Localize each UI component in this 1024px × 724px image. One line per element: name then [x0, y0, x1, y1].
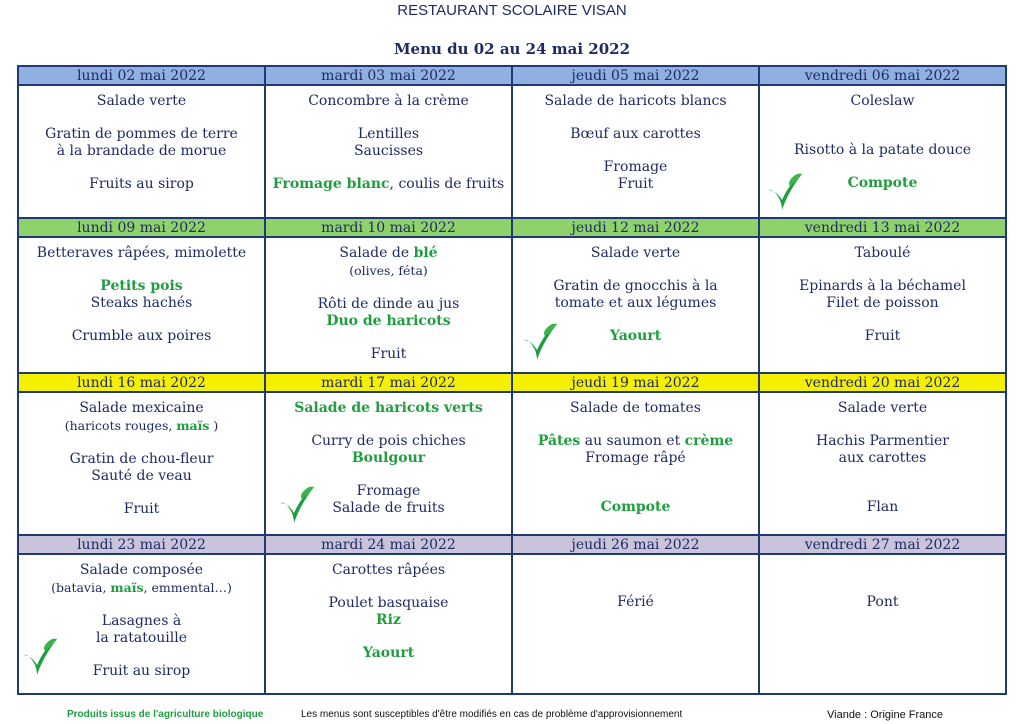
dish-text: (haricots rouges,	[64, 418, 177, 433]
dish-text: aux carottes	[838, 450, 927, 466]
spacer	[513, 110, 758, 126]
dish-line	[266, 143, 511, 160]
dish-line	[266, 612, 511, 629]
dish-text: Coleslaw	[850, 93, 915, 109]
dish-line	[19, 245, 264, 262]
organic-dish: Compote	[847, 175, 918, 191]
dish-text: Rôti de dinde au jus	[317, 296, 460, 312]
dish-line	[19, 613, 264, 630]
dish-text: (batavia,	[51, 580, 111, 595]
dish-line	[760, 328, 1005, 345]
dish-text: Fruit	[370, 346, 407, 362]
organic-dish: Compote	[600, 499, 671, 515]
day-header: mardi 03 mai 2022	[265, 66, 512, 85]
organic-dish: blé	[413, 245, 438, 261]
dish-text: Betteraves râpées, mimolette	[36, 245, 247, 261]
dish-line	[266, 176, 511, 193]
dish-line	[513, 126, 758, 143]
dish-text: tomate et aux légumes	[554, 295, 717, 311]
dish-text: Risotto à la patate douce	[793, 142, 971, 158]
spacer	[266, 629, 511, 645]
dish-line	[266, 450, 511, 467]
dish-line	[19, 501, 264, 518]
organic-leaf-icon	[278, 483, 318, 525]
dish-text: Curry de pois chiches	[311, 433, 466, 449]
menu-cell	[512, 85, 759, 218]
dish-text: Poulet basquaise	[328, 595, 449, 611]
menu-cell	[18, 554, 265, 694]
weekly-menu-table	[17, 65, 1007, 695]
week-1-header-row	[18, 66, 1006, 85]
organic-dish: maïs	[176, 418, 210, 433]
organic-leaf-icon	[521, 320, 561, 362]
week-4-menu-row	[18, 554, 1006, 694]
dish-line	[266, 93, 511, 110]
spacer	[19, 160, 264, 176]
meat-origin-note: Viande : Origine France	[827, 709, 943, 721]
dish-line	[19, 451, 264, 468]
dish-line	[513, 93, 758, 110]
spacer	[266, 280, 511, 296]
dish-text: Carottes râpées	[331, 562, 446, 578]
dish-line	[513, 295, 758, 312]
dish-line	[760, 142, 1005, 159]
dish-text: Saucisses	[353, 143, 424, 159]
day-header: vendredi 20 mai 2022	[759, 373, 1006, 392]
spacer	[19, 435, 264, 451]
dish-text: à la brandade de morue	[56, 143, 227, 159]
dish-line	[760, 499, 1005, 516]
week-3-menu-row	[18, 392, 1006, 535]
dish-line	[266, 126, 511, 143]
dish-text: Salade mexicaine	[79, 400, 204, 416]
dish-text: Fruit	[617, 176, 654, 192]
menu-cell	[265, 392, 512, 535]
dish-text: Filet de poisson	[826, 295, 939, 311]
spacer	[19, 597, 264, 613]
dish-line	[19, 176, 264, 193]
dish-line	[266, 645, 511, 662]
dish-text: au saumon et	[580, 433, 685, 449]
day-header: lundi 02 mai 2022	[18, 66, 265, 85]
dish-line	[266, 562, 511, 579]
dish-line	[513, 278, 758, 295]
organic-leaf-icon	[766, 170, 806, 212]
dish-text: )	[209, 418, 219, 433]
spacer	[266, 579, 511, 595]
dish-text: Crumble aux poires	[71, 328, 212, 344]
week-2-header-row	[18, 218, 1006, 237]
dish-text: Fruit	[864, 328, 901, 344]
dish-text: Pont	[866, 594, 899, 610]
spacer	[760, 483, 1005, 499]
dish-line	[760, 450, 1005, 467]
organic-dish: Salade de haricots verts	[294, 400, 483, 416]
spacer	[760, 110, 1005, 126]
dish-text: Gratin de gnocchis à la	[553, 278, 718, 294]
organic-dish: Boulgour	[351, 450, 426, 466]
dish-text: Taboulé	[854, 245, 911, 261]
dish-line	[513, 594, 758, 611]
menu-cell	[18, 237, 265, 373]
dish-line	[19, 328, 264, 345]
day-header: lundi 16 mai 2022	[18, 373, 265, 392]
menu-cell	[759, 237, 1006, 373]
dish-text: la ratatouille	[95, 630, 188, 646]
day-header: mardi 24 mai 2022	[265, 535, 512, 554]
dish-line	[266, 313, 511, 330]
spacer	[266, 330, 511, 346]
dish-text: Fromage râpé	[585, 450, 686, 466]
week-2-menu-row	[18, 237, 1006, 373]
dish-line	[266, 400, 511, 417]
spacer	[760, 312, 1005, 328]
dish-text: Fruit	[123, 501, 160, 517]
dish-line	[513, 245, 758, 262]
dish-line	[19, 278, 264, 295]
dish-line	[513, 159, 758, 176]
day-header: jeudi 05 mai 2022	[512, 66, 759, 85]
dish-text: Fromage	[603, 159, 668, 175]
dish-text: Hachis Parmentier	[815, 433, 949, 449]
day-header: lundi 23 mai 2022	[18, 535, 265, 554]
organic-dish: Pâtes	[537, 433, 581, 449]
spacer	[760, 578, 1005, 594]
menu-cell	[759, 85, 1006, 218]
dish-text: Concombre à la crème	[308, 93, 469, 109]
organic-dish: Yaourt	[609, 328, 662, 344]
organic-dish: crème	[684, 433, 734, 449]
dish-line	[760, 245, 1005, 262]
dish-text: Salade de tomates	[570, 400, 701, 416]
spacer	[19, 262, 264, 278]
organic-dish: Duo de haricots	[326, 313, 451, 329]
spacer	[266, 110, 511, 126]
day-header: jeudi 26 mai 2022	[512, 535, 759, 554]
dish-line	[513, 433, 758, 450]
dish-line	[513, 499, 758, 516]
organic-leaf-icon	[21, 635, 61, 677]
menu-change-disclaimer: Les menus sont susceptibles d'être modifiés en cas de problème d'approvisionnement	[301, 709, 683, 720]
organic-dish: maïs	[110, 580, 144, 595]
dish-line	[760, 295, 1005, 312]
menu-cell	[512, 392, 759, 535]
week-1-menu-row	[18, 85, 1006, 218]
dish-line	[19, 295, 264, 312]
organic-dish: Riz	[376, 612, 401, 628]
dish-text: Steaks hachés	[90, 295, 193, 311]
dish-line	[19, 126, 264, 143]
dish-text: Lasagnes à	[101, 613, 182, 629]
dish-line	[513, 176, 758, 193]
dish-line	[19, 562, 264, 579]
spacer	[513, 143, 758, 159]
dish-text: Bœuf aux carottes	[570, 126, 701, 142]
dish-line	[266, 595, 511, 612]
dish-text: Salade verte	[590, 245, 681, 261]
spacer	[760, 417, 1005, 433]
spacer	[513, 578, 758, 594]
menu-cell	[18, 392, 265, 535]
spacer	[19, 312, 264, 328]
week-4-header-row	[18, 535, 1006, 554]
spacer	[513, 483, 758, 499]
dish-line	[266, 245, 511, 262]
menu-cell	[18, 85, 265, 218]
dish-text: Salade de	[339, 245, 414, 261]
organic-dish: Petits pois	[100, 278, 183, 294]
dish-line	[760, 433, 1005, 450]
week-3-header-row	[18, 373, 1006, 392]
menu-cell	[512, 237, 759, 373]
menu-period-subtitle: Menu du 02 au 24 mai 2022	[393, 40, 631, 58]
dish-line	[266, 346, 511, 363]
dish-text: Férié	[617, 594, 654, 610]
dish-line	[266, 296, 511, 313]
dish-text: Fruits au sirop	[89, 176, 194, 192]
day-header: vendredi 06 mai 2022	[759, 66, 1006, 85]
dish-text: Fromage	[356, 483, 421, 499]
dish-line	[266, 433, 511, 450]
dish-text: Lentilles	[357, 126, 420, 142]
dish-line	[760, 278, 1005, 295]
day-header: lundi 09 mai 2022	[18, 218, 265, 237]
spacer	[266, 417, 511, 433]
menu-cell	[759, 554, 1006, 694]
page-title: RESTAURANT SCOLAIRE VISAN	[397, 2, 627, 19]
dish-text: Epinards à la béchamel	[799, 278, 966, 294]
spacer	[513, 562, 758, 578]
spacer	[760, 562, 1005, 578]
dish-text: Salade verte	[837, 400, 928, 416]
spacer	[266, 160, 511, 176]
spacer	[760, 262, 1005, 278]
dish-text: Salade de fruits	[332, 500, 445, 516]
day-header: vendredi 27 mai 2022	[759, 535, 1006, 554]
spacer	[19, 110, 264, 126]
spacer	[513, 417, 758, 433]
dish-line	[19, 417, 264, 435]
organic-dish: Fromage blanc	[272, 176, 390, 192]
dish-text: Gratin de chou-fleur	[69, 451, 214, 467]
dish-line	[19, 143, 264, 160]
dish-text: Salade verte	[96, 93, 187, 109]
spacer	[513, 262, 758, 278]
dish-line	[266, 262, 511, 280]
day-header: vendredi 13 mai 2022	[759, 218, 1006, 237]
menu-cell	[759, 392, 1006, 535]
dish-text: Sauté de veau	[91, 468, 192, 484]
spacer	[19, 485, 264, 501]
dish-line	[760, 93, 1005, 110]
dish-text: Salade composée	[79, 562, 204, 578]
spacer	[266, 467, 511, 483]
dish-text: Flan	[866, 499, 899, 515]
day-header: jeudi 12 mai 2022	[512, 218, 759, 237]
dish-text: , emmental…)	[143, 580, 232, 595]
organic-dish: Yaourt	[362, 645, 415, 661]
menu-cell	[265, 237, 512, 373]
organic-products-note: Produits issus de l'agriculture biologique	[67, 709, 264, 720]
dish-line	[19, 400, 264, 417]
menu-cell	[265, 554, 512, 694]
dish-text: (olives, féta)	[349, 263, 428, 278]
dish-line	[513, 400, 758, 417]
menu-cell	[512, 554, 759, 694]
dish-line	[760, 400, 1005, 417]
dish-text: Gratin de pommes de terre	[45, 126, 238, 142]
dish-line	[513, 450, 758, 467]
dish-line	[19, 93, 264, 110]
menu-cell	[265, 85, 512, 218]
day-header: jeudi 19 mai 2022	[512, 373, 759, 392]
spacer	[760, 467, 1005, 483]
day-header: mardi 10 mai 2022	[265, 218, 512, 237]
day-header: mardi 17 mai 2022	[265, 373, 512, 392]
dish-text: Fruit au sirop	[92, 663, 191, 679]
dish-line	[19, 579, 264, 597]
dish-line	[19, 468, 264, 485]
dish-text: Salade de haricots blancs	[544, 93, 727, 109]
spacer	[513, 467, 758, 483]
dish-text: , coulis de fruits	[389, 176, 505, 192]
spacer	[760, 126, 1005, 142]
dish-line	[760, 594, 1005, 611]
